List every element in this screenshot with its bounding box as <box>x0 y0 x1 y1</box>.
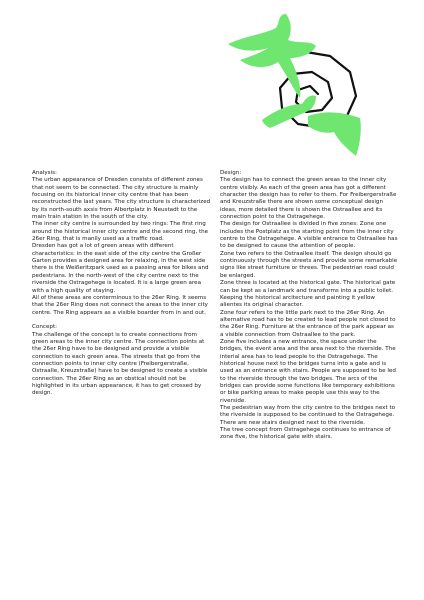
design-paragraph: The tree concept from Ostragehege continues to entrance of zone five, the historical gate with stairs. <box>220 427 391 441</box>
design-paragraph: The design for Ostraallee is divided in five zones: Zone one includes the Postplatz as the starting point from the inner city centre to the Ostragehege. A visible entrance to Ostraallee has to be designed to cause the attention of people. <box>220 221 398 250</box>
right-column <box>220 170 398 442</box>
concept-graphic <box>0 0 424 165</box>
design-heading: Design: <box>220 170 242 176</box>
design-paragraph: The design has to connect the green areas to the inner city centre visibly. As each of the green area has got a different character the design has to refer to them. For Freibergerstraße and Kreuzstraße there are shown some conceptual design ideas, more detailed there is shown the Ostraallee and its connection point to the Ostragehege. <box>220 177 397 221</box>
analysis-heading: Analysis: <box>32 170 57 176</box>
spacer <box>32 317 212 324</box>
analysis-paragraph: All of these areas are conterminous to the 26er Ring. It seems that the 26er Ring does not connect the areas to the inner city centre. The Ring appears as a visible boarder from in and out. <box>32 294 208 316</box>
concept-heading: Concept: <box>32 324 58 331</box>
design-paragraph: Zone four refers to the little park next to the 26er Ring. An alternative road has to be created to lead people not closed to the 26er Ring. Furniture at the entrance of the park appear as a visible connection from Ostraallee to the park. <box>220 309 396 338</box>
design-paragraph: The pedestrian way from the city centre to the bridges next to the riverside is supposed to be continued to the Ostragehege. There are new stairs designed next to the riverside. <box>220 405 396 426</box>
analysis-paragraph: Dresden has got a lot of green areas with different characteristics: in the east side of the city centre the Großer Garten provides a designed area for relaxing, in the west side there is the Weißeritzpark used as a passing area for bikes and pedestrians. In the north-west of the city centre next to the riverside the Ostragehege is located. It is a large green area with a high quality of staying. <box>32 243 209 294</box>
analysis-paragraph: The urban appearance of Dresden consists of different zones that not seem to be connected. The city structure is mainly focusing on its historical inner city centre that has been reconstructed the last years. The city structure is characterized by its north-south axsis from Albertplatz in Neustadt to the main train station in the south of the city. <box>32 177 211 221</box>
analysis-paragraph: The inner city centre is surrounded by two rings: The first ring around the historical inner city centre and the second ring, the 26er Ring, that is manily used as a traffic road. <box>32 221 209 243</box>
green-ribbon-bottom <box>308 112 361 156</box>
design-paragraph: Zone three is located at the historical gate. The historical gate can be kept as a landmark and transforms into a public toilet. Keeping the historical arcitecture and painting it yellow alientes its original character. <box>220 280 396 309</box>
left-column <box>32 170 212 398</box>
concept-paragraph: The challenge of the concept is to create connections from green areas to the inner city centre. The connection points at the 26er Ring have to be designed and provide a visible connection to each green area. The streets that go from the connection points to inner city centre (Freibergerstraße, Ostraalle, Kreuzstraße) have to be designed to create a visible connection. The 26er Ring as an obstical should not be highlighted in its urban appearance, it has to get crossed by design. <box>32 331 208 397</box>
design-paragraph: Zone five includes a new entrance, the space under the bridges, the event area and the area next to the riverside. The interial area has to lead people to the Ostragehege. The historical house next to the bridges turns into a gate and is used as an entrance with stairs. People are supposed to be led to the riverside through the two bridges. The arcs of the bridges can provide some functions like temporary exhibitions or bike parking areas to make people use this way to the riverside. <box>220 338 396 404</box>
design-paragraph: Zone two refers to the Ostraallee itself. The design should go continuously through the streets and provide some remarkable signs like street furniture or threes. The pedestrian road could be enlarged. <box>220 250 398 279</box>
green-ribbon-top <box>228 14 316 98</box>
